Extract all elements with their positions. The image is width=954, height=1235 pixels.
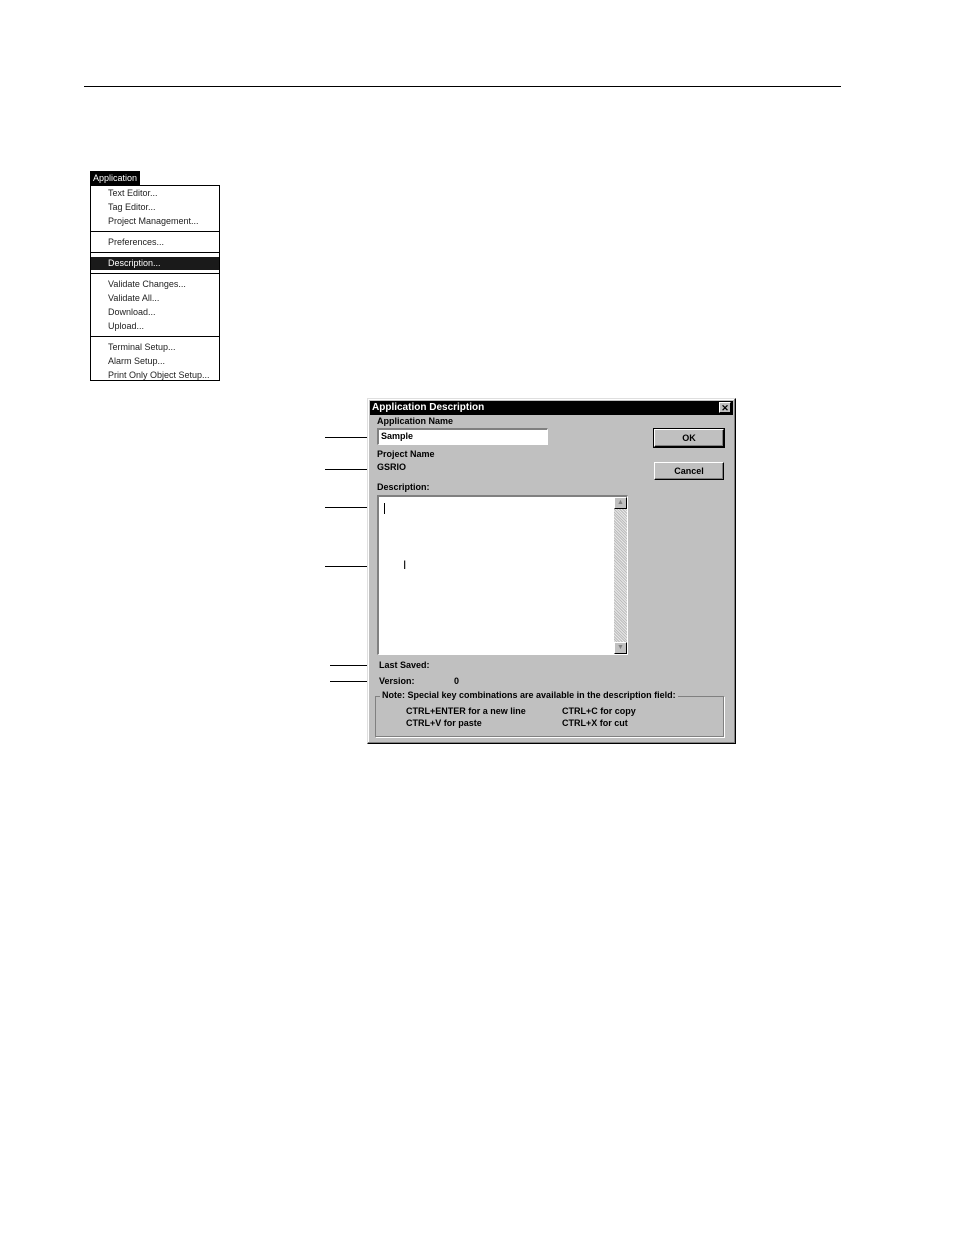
application-description-dialog [367,398,736,744]
menu-item-upload[interactable]: Upload... [108,321,145,331]
page-rule [84,86,841,87]
menu-item-preferences[interactable]: Preferences... [108,237,165,247]
menu-item-alarm-setup[interactable]: Alarm Setup... [108,356,166,366]
menu-item-validate-changes[interactable]: Validate Changes... [108,279,186,289]
application-menu-title[interactable]: Application [90,171,140,185]
close-icon[interactable]: ✕ [719,402,731,413]
menu-item-text-editor[interactable]: Text Editor... [108,188,158,198]
project-name-label: Project Name [377,449,435,459]
ibeam-cursor-icon: I [403,558,407,572]
ok-button[interactable]: OK [654,429,724,447]
description-label: Description: [377,482,430,492]
version-label: Version: [379,676,415,686]
cancel-button[interactable]: Cancel [654,462,724,480]
application-menu [90,185,220,381]
text-caret [384,503,385,514]
callout-line-project-name [325,469,368,470]
menu-separator [91,336,219,337]
application-name-input[interactable]: Sample [377,428,548,445]
menu-item-validate-all[interactable]: Validate All... [108,293,160,303]
project-name-value: GSRIO [377,462,407,472]
menu-separator [91,231,219,232]
menu-item-description[interactable]: Description... [91,257,219,270]
description-scrollbar[interactable] [614,497,627,654]
note-title: Note: Special key combinations are available in the description field: [382,690,676,700]
dialog-title-bar[interactable] [370,401,733,415]
application-name-label: Application Name [377,416,454,426]
key-ctrl-x: CTRL+X for cut [562,718,628,728]
key-ctrl-v: CTRL+V for paste [406,718,482,728]
menu-separator [91,252,219,253]
menu-item-download[interactable]: Download... [108,307,156,317]
menu-item-terminal-setup[interactable]: Terminal Setup... [108,342,176,352]
last-saved-label: Last Saved: [379,660,430,670]
dialog-title: Application Description [372,402,485,413]
description-textarea[interactable] [377,495,628,655]
scroll-up-arrow-icon[interactable]: ▲ [614,497,627,509]
menu-item-print-only-object-setup[interactable]: Print Only Object Setup... [108,370,210,380]
menu-item-project-management[interactable]: Project Management... [108,216,199,226]
menu-item-tag-editor[interactable]: Tag Editor... [108,202,156,212]
version-value: 0 [454,676,460,686]
key-combinations-note [375,690,724,737]
callout-line-application-name [325,437,368,438]
scroll-down-arrow-icon[interactable]: ▼ [614,642,627,654]
key-ctrl-enter: CTRL+ENTER for a new line [406,706,526,716]
key-ctrl-c: CTRL+C for copy [562,706,636,716]
menu-separator [91,273,219,274]
